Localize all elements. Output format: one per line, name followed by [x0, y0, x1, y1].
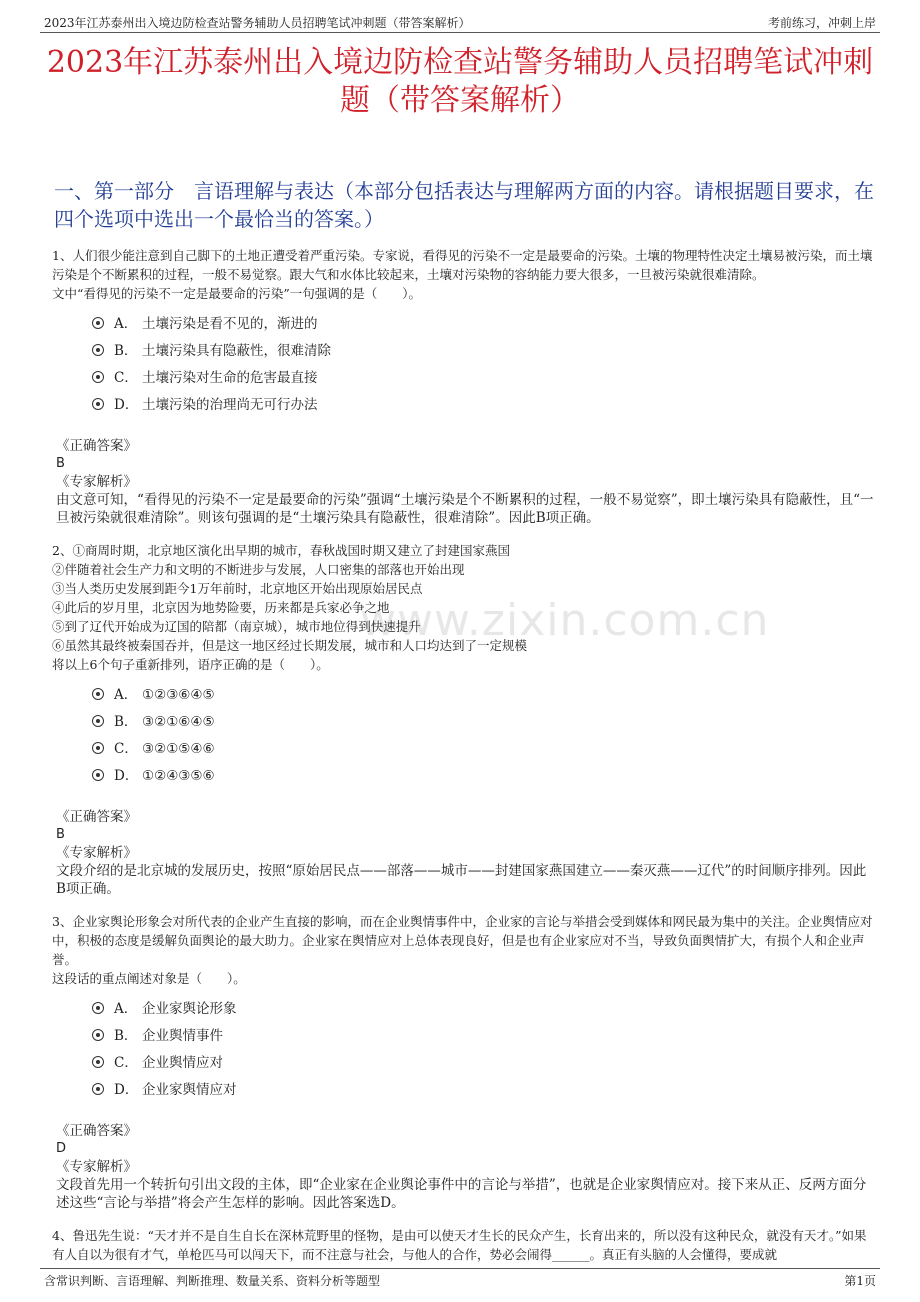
- option-item[interactable]: [92, 736, 876, 763]
- page-number: 第1页: [844, 1274, 876, 1288]
- option-text: 企业家舆情应对: [142, 1082, 237, 1098]
- option-letter: D．: [114, 1082, 139, 1098]
- radio-icon[interactable]: [92, 715, 104, 727]
- header-title: 2023年江苏泰州出入境边防检查站警务辅助人员招聘笔试冲刺题（带答案解析）: [44, 16, 471, 30]
- option-item[interactable]: [92, 996, 876, 1023]
- option-letter: A．: [114, 316, 138, 332]
- question-block: [52, 541, 876, 898]
- correct-answer: D: [56, 1141, 67, 1156]
- option-text: ①②③⑥④⑤: [142, 687, 215, 703]
- header-slogan: 考前练习，冲刺上岸: [767, 16, 876, 30]
- question-stem: 4、鲁迅先生说：“天才并不是自生自长在深林荒野里的怪物，是由可以使天才生长的民众产生，长育出来的，所以没有这种民众，就没有天才。”如果有人自以为很有才气，单枪匹马可以闯天下，而不注意与社会，与他人的合作，势必会闹得______。真正有头脑的人会懂得，要成就: [52, 1228, 867, 1262]
- option-list: [52, 682, 876, 790]
- option-item[interactable]: [92, 709, 876, 736]
- section-heading: 一、第一部分 言语理解与表达（本部分包括表达与理解两方面的内容。请根据题目要求，在四个选项中选出一个最恰当的答案。）: [54, 179, 874, 231]
- question-stem: [52, 541, 876, 674]
- option-letter: A．: [114, 1001, 138, 1017]
- option-item[interactable]: [92, 682, 876, 709]
- answer-block: [52, 1122, 876, 1212]
- stem-line: ⑤到了辽代开始成为辽国的陪都（南京城），城市地位得到快速提升: [52, 619, 421, 634]
- option-text: 土壤污染对生命的危害最直接: [142, 370, 318, 386]
- stem-line: 2、①商周时期，北京地区演化出早期的城市，春秋战国时期又建立了封建国家燕国: [52, 543, 510, 558]
- radio-icon[interactable]: [92, 371, 104, 383]
- option-item[interactable]: [92, 1077, 876, 1104]
- answer-label: 《正确答案》: [56, 809, 137, 825]
- option-list: [52, 996, 876, 1104]
- option-text: ③②①⑤④⑥: [142, 741, 215, 757]
- option-text: 企业舆情应对: [142, 1055, 223, 1071]
- question-stem: [52, 246, 876, 303]
- watermark: www.zixin.com.cn: [360, 595, 770, 646]
- option-letter: C．: [114, 741, 138, 757]
- explanation: 文段介绍的是北京城的发展历史，按照“原始居民点——部落——城市——封建国家燕国建立——秦灭燕——辽代”的时间顺序排列。因此B项正确。: [56, 863, 867, 897]
- option-item[interactable]: [92, 392, 876, 419]
- correct-answer: B: [56, 827, 65, 842]
- radio-icon[interactable]: [92, 344, 104, 356]
- question-stem: [52, 912, 876, 988]
- stem-line: 这段话的重点阐述对象是（ ）。: [52, 971, 246, 986]
- radio-icon[interactable]: [92, 317, 104, 329]
- option-letter: C．: [114, 1055, 138, 1071]
- document-title: 2023年江苏泰州出入境边防检查站警务辅助人员招聘笔试冲刺题（带答案解析）: [46, 45, 874, 118]
- stem-line: 将以上6个句子重新排列，语序正确的是（ ）。: [52, 657, 329, 672]
- radio-icon[interactable]: [92, 688, 104, 700]
- option-text: ①②④③⑤⑥: [142, 768, 215, 784]
- option-item[interactable]: [92, 1023, 876, 1050]
- option-text: 企业家舆论形象: [142, 1001, 237, 1017]
- option-letter: B．: [114, 1028, 138, 1044]
- answer-block: [52, 808, 876, 898]
- stem-line: 文中“看得见的污染不一定是最要命的污染”一句强调的是（ ）。: [52, 286, 422, 301]
- question-list: [52, 246, 876, 1264]
- explain-label: 《专家解析》: [56, 1159, 137, 1175]
- radio-icon[interactable]: [92, 1029, 104, 1041]
- option-item[interactable]: [92, 311, 876, 338]
- explain-label: 《专家解析》: [56, 845, 137, 861]
- option-text: 土壤污染是看不见的，渐进的: [142, 316, 318, 332]
- answer-label: 《正确答案》: [56, 438, 137, 454]
- radio-icon[interactable]: [92, 1056, 104, 1068]
- radio-icon[interactable]: [92, 742, 104, 754]
- stem-line: 3、企业家舆论形象会对所代表的企业产生直接的影响，而在企业舆情事件中，企业家的言论与举措会受到媒体和网民最为集中的关注。企业舆情应对中，积极的态度是缓解负面舆论的最大助力。企业家在舆情应对上总体表现良好，但是也有企业家应对不当，导致负面舆情扩大，有损个人和企业声誉。: [52, 914, 873, 967]
- option-text: ③②①⑥④⑤: [142, 714, 215, 730]
- option-item[interactable]: [92, 365, 876, 392]
- stem-line: ④此后的岁月里，北京因为地势险要，历来都是兵家必争之地: [52, 600, 390, 615]
- option-text: 企业舆情事件: [142, 1028, 223, 1044]
- option-list: [52, 311, 876, 419]
- option-letter: D．: [114, 768, 139, 784]
- stem-line: ③当人类历史发展到距今1万年前时，北京地区开始出现原始居民点: [52, 581, 423, 596]
- explain-label: 《专家解析》: [56, 474, 137, 490]
- radio-icon[interactable]: [92, 398, 104, 410]
- answer-label: 《正确答案》: [56, 1123, 137, 1139]
- page-footer: [40, 1268, 880, 1287]
- explanation: 由文意可知，“看得见的污染不一定是最要命的污染”强调“土壤污染是个不断累积的过程，一般不易觉察”，即土壤污染具有隐蔽性，且“一旦被污染就很难清除”。则该句强调的是“土壤污染具有隐蔽性，很难清除”。因此B项正确。: [56, 492, 874, 526]
- option-item[interactable]: [92, 1050, 876, 1077]
- radio-icon[interactable]: [92, 769, 104, 781]
- answer-block: [52, 437, 876, 527]
- correct-answer: B: [56, 456, 65, 471]
- option-item[interactable]: [92, 763, 876, 790]
- radio-icon[interactable]: [92, 1083, 104, 1095]
- question-block: [52, 246, 876, 527]
- option-item[interactable]: [92, 338, 876, 365]
- explanation: 文段首先用一个转折句引出文段的主体，即“企业家在企业舆论事件中的言论与举措”，也就是企业家舆情应对。接下来从正、反两方面分述这些“言论与举措”将会产生怎样的影响。因此答案选D。: [56, 1177, 867, 1211]
- page-header: [40, 12, 880, 33]
- option-letter: B．: [114, 714, 138, 730]
- option-text: 土壤污染的治理尚无可行办法: [142, 397, 318, 413]
- radio-icon[interactable]: [92, 1002, 104, 1014]
- stem-line: 1、人们很少能注意到自己脚下的土地正遭受着严重污染。专家说，看得见的污染不一定是最要命的污染。土壤的物理特性决定土壤易被污染，而土壤污染是个不断累积的过程，一般不易觉察。跟大气和水体比较起来，土壤对污染物的容纳能力要大很多，一旦被污染就很难清除。: [52, 248, 873, 282]
- footer-note: 含常识判断、言语理解、判断推理、数量关系、资料分析等题型: [44, 1274, 381, 1288]
- option-text: 土壤污染具有隐蔽性，很难清除: [142, 343, 331, 359]
- stem-line: ②伴随着社会生产力和文明的不断进步与发展，人口密集的部落也开始出现: [52, 562, 465, 577]
- option-letter: A．: [114, 687, 138, 703]
- option-letter: B．: [114, 343, 138, 359]
- option-letter: D．: [114, 397, 139, 413]
- option-letter: C．: [114, 370, 138, 386]
- question-block: [52, 912, 876, 1212]
- stem-line: ⑥虽然其最终被秦国吞并，但是这一地区经过长期发展，城市和人口均达到了一定规模: [52, 638, 528, 653]
